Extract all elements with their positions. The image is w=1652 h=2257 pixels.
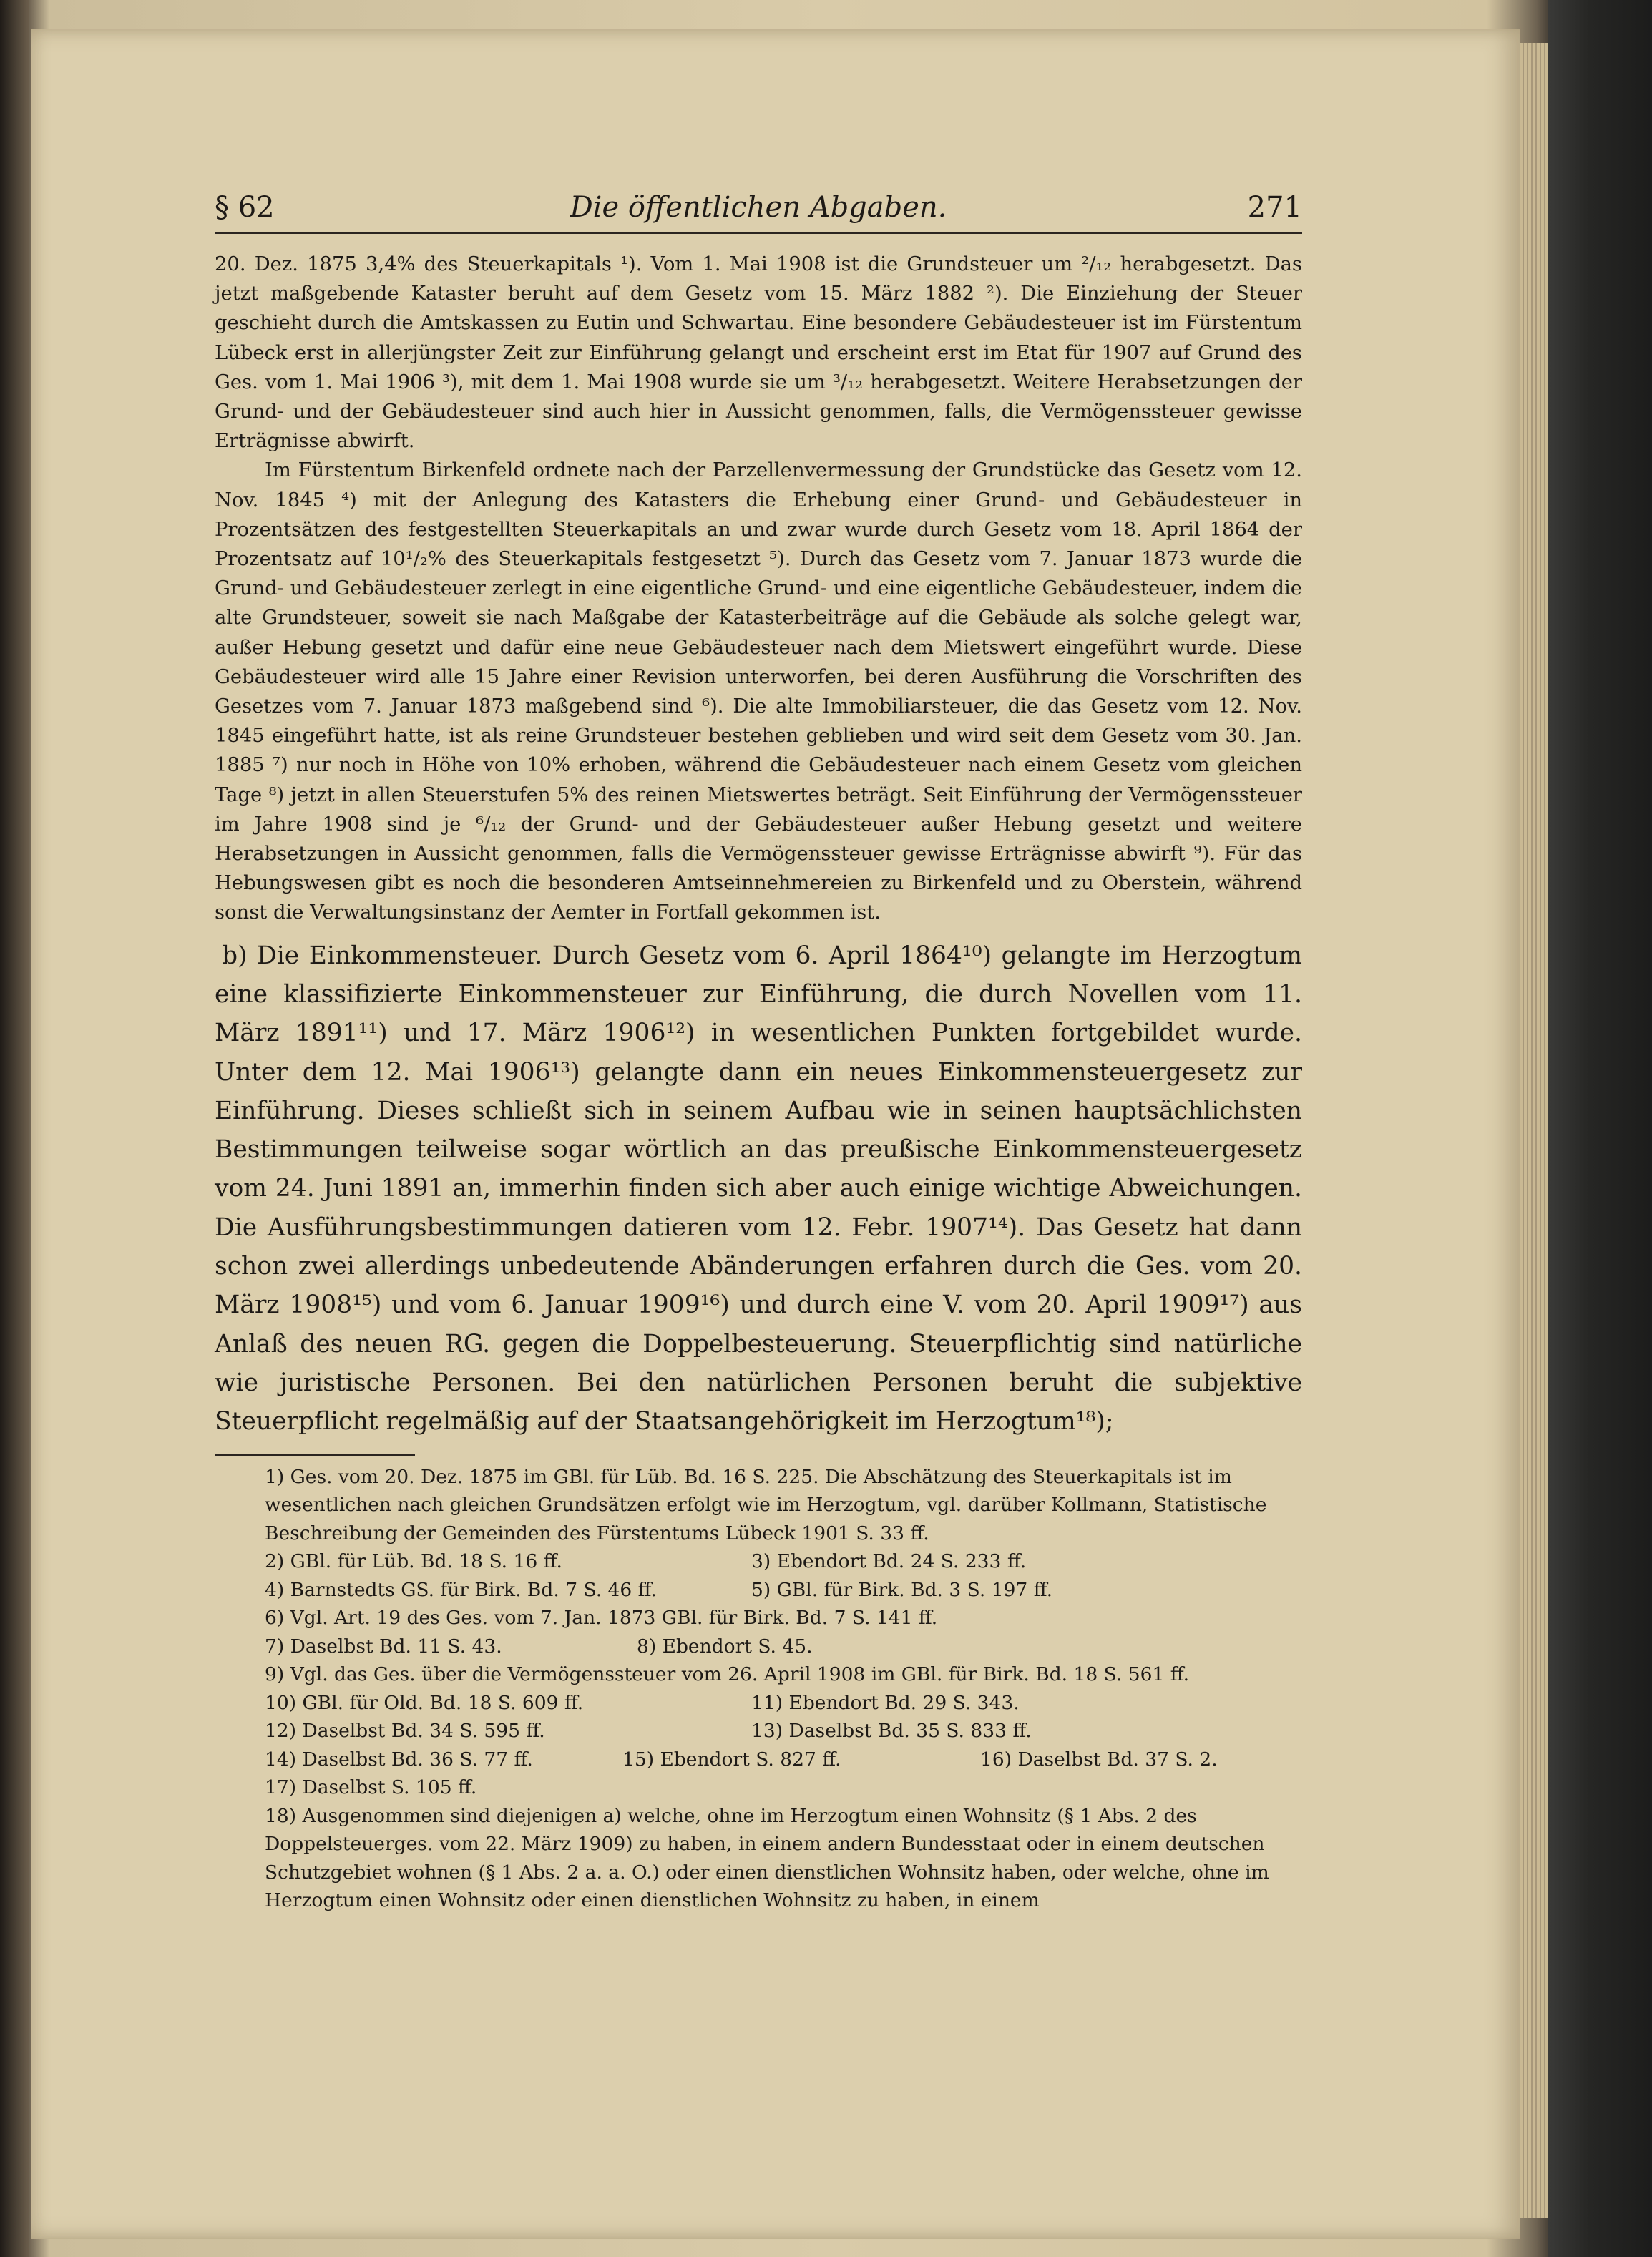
page-content	[215, 182, 1302, 1915]
paragraph-luebeck: 20. Dez. 1875 3,4% des Steuerkapitals ¹). Vom 1. Mai 1908 ist die Grundsteuer um ²/₁₂ herabgesetzt. Das jetzt maßgebende Kataster beruht auf dem Gesetz vom 15. März 1882 ²). Die Einziehung der Steuer geschieht durch die Amtskassen zu Eutin und Schwartau. Eine besondere Gebäudesteuer ist im Fürstentum Lübeck erst in allerjüngster Zeit zur Einführung gelangt und erscheint erst im Etat für 1907 auf Grund des Ges. vom 1. Mai 1906 ³), mit dem 1. Mai 1908 wurde sie um ³/₁₂ herabgesetzt. Weitere Herabsetzungen der Grund- und der Gebäudesteuer sind auch hier in Aussicht genommen, falls, die Vermögenssteuer gewisse Erträgnisse abwirft.	[215, 253, 1302, 453]
paragraph-birkenfeld: Im Fürstentum Birkenfeld ordnete nach der Parzellenvermessung der Grundstücke das Gesetz vom 12. Nov. 1845 ⁴) mit der Anlegung des Katasters die Erhebung einer Grund- und Gebäudesteuer in Prozentsätzen des festgestellten Steuerkapitals an und zwar wurde durch Gesetz vom 18. April 1864 der Prozentsatz auf 10¹/₂% des Steuerkapitals festgesetzt ⁵). Durch das Gesetz vom 7. Januar 1873 wurde die Grund- und Gebäudesteuer zerlegt in eine eigentliche Grund- und eine eigentliche Gebäudesteuer, indem die alte Grundsteuer, soweit sie nach Maßgabe der Katasterbeiträge auf die Gebäude als solche gelegt war, außer Hebung gesetzt und dafür eine neue Gebäudesteuer nach dem Mietswert eingeführt wurde. Diese Gebäudesteuer wird alle 15 Jahre einer Revision unterworfen, bei deren Ausführung die Vorschriften des Gesetzes vom 7. Januar 1873 maßgebend sind ⁶). Die alte Immobiliarsteuer, die das Gesetz vom 12. Nov. 1845 eingeführt hatte, ist als reine Grundsteuer bestehen geblieben und wird seit dem Gesetz vom 30. Jan. 1885 ⁷) nur noch in Höhe von 10% erhoben, während die Gebäudesteuer nach einem Gesetz vom gleichen Tage ⁸) jetzt in allen Steuerstufen 5% des reinen Mietswertes beträgt. Seit Einführung der Vermögenssteuer im Jahre 1908 sind je ⁶/₁₂ der Grund- und der Gebäudesteuer außer Hebung gesetzt und weitere Herabsetzungen in Aussicht genommen, falls die Vermögenssteuer gewisse Erträgnisse abwirft ⁹). Für das Hebungswesen gibt es noch die besonderen Amtseinnehmereien zu Birkenfeld und zu Oberstein, während sonst die Verwaltungsinstanz der Aemter in Fortfall gekommen ist.	[215, 459, 1302, 924]
footnote-14: 14) Daselbst Bd. 36 S. 77 ff.	[265, 1748, 533, 1771]
footnote-7: 7) Daselbst Bd. 11 S. 43.	[265, 1635, 502, 1658]
footnote-13: 13) Daselbst Bd. 35 S. 833 ff.	[751, 1720, 1032, 1743]
running-title: Die öffentlichen Abgaben.	[570, 191, 947, 224]
running-header	[215, 182, 1302, 234]
book-cover	[1548, 0, 1652, 2257]
body-text-small	[215, 250, 1302, 928]
body-text-large	[215, 936, 1302, 1441]
book-gutter	[0, 0, 29, 2257]
footnote-row	[215, 1717, 1302, 1746]
footnote-2: 2) GBl. für Lüb. Bd. 18 S. 16 ff.	[265, 1550, 562, 1573]
footnote-3: 3) Ebendort Bd. 24 S. 233 ff.	[751, 1550, 1027, 1573]
footnote-10: 10) GBl. für Old. Bd. 18 S. 609 ff.	[265, 1691, 584, 1714]
paragraph-einkommensteuer: b) Die Einkommensteuer. Durch Gesetz vom 6. April 1864¹⁰) gelangte im Herzogtum eine klassifizierte Einkommensteuer zur Einführung, die durch Novellen vom 11. März 1891¹¹) und 17. März 1906¹²) in wesentlichen Punkten fortgebildet wurde. Unter dem 12. Mai 1906¹³) gelangte dann ein neues Einkommensteuergesetz zur Einführung. Dieses schließt sich in seinem Aufbau wie in seinen hauptsächlichsten Bestimmungen teilweise sogar wörtlich an das preußische Einkommensteuergesetz vom 24. Juni 1891 an, immerhin finden sich aber auch einige wichtige Abweichungen. Die Ausführungsbestimmungen datieren vom 12. Febr. 1907¹⁴). Das Gesetz hat dann schon zwei allerdings unbedeutende Abänderungen erfahren durch die Ges. vom 20. März 1908¹⁵) und vom 6. Januar 1909¹⁶) und durch eine V. vom 20. April 1909¹⁷) aus Anlaß des neuen RG. gegen die Doppelbesteuerung. Steuerpflichtig sind natürliche wie juristische Personen. Bei den natürlichen Personen beruht die subjektive Steuerpflicht regelmäßig auf der Staatsangehörigkeit im Herzogtum¹⁸);	[215, 941, 1302, 1436]
footnote-row	[215, 1689, 1302, 1718]
footnote-9: 9) Vgl. das Ges. über die Vermögenssteuer vom 26. April 1908 im GBl. für Birk. Bd. 18 S. 561 ff.	[265, 1663, 1190, 1686]
footnote-12: 12) Daselbst Bd. 34 S. 595 ff.	[265, 1720, 545, 1743]
page-number: 271	[1247, 191, 1302, 224]
footnote-17: 17) Daselbst S. 105 ff.	[265, 1776, 477, 1799]
footnote-8: 8) Ebendort S. 45.	[637, 1635, 813, 1658]
footnote-row	[215, 1632, 1302, 1661]
footnote-16: 16) Daselbst Bd. 37 S. 2.	[980, 1748, 1218, 1771]
footnote-1: 1) Ges. vom 20. Dez. 1875 im GBl. für Lüb. Bd. 16 S. 225. Die Abschätzung des Steuerkapitals ist im wesentlichen nach gleichen Grundsätzen erfolgt wie im Herzogtum, vgl. darüber Kollmann, Statistische Beschreibung der Gemeinden des Fürstentums Lübeck 1901 S. 33 ff.	[265, 1465, 1267, 1544]
footnote-11: 11) Ebendort Bd. 29 S. 343.	[751, 1691, 1020, 1714]
footnote-row	[215, 1746, 1302, 1774]
footnote-rule	[215, 1454, 415, 1456]
page-edges	[1520, 43, 1548, 2218]
footnote-row	[215, 1576, 1302, 1605]
footnote-18: 18) Ausgenommen sind diejenigen a) welche, ohne im Herzogtum einen Wohnsitz (§ 1 Abs. 2 des Doppelsteuerges. vom 22. März 1909) zu haben, in einem andern Bundesstaat oder in einem deutschen Schutzgebiet wohnen (§ 1 Abs. 2 a. a. O.) oder einen dienstlichen Wohnsitz haben, oder welche, ohne im Herzogtum einen Wohnsitz oder einen dienstlichen Wohnsitz zu haben, in einem	[265, 1804, 1269, 1912]
footnote-4: 4) Barnstedts GS. für Birk. Bd. 7 S. 46 ff.	[265, 1578, 657, 1601]
footnote-5: 5) GBl. für Birk. Bd. 3 S. 197 ff.	[751, 1578, 1053, 1601]
footnote-row	[215, 1547, 1302, 1576]
footnote-15: 15) Ebendort S. 827 ff.	[622, 1748, 841, 1771]
footnote-6: 6) Vgl. Art. 19 des Ges. vom 7. Jan. 1873 GBl. für Birk. Bd. 7 S. 141 ff.	[265, 1607, 938, 1630]
section-number: § 62	[215, 191, 275, 224]
footnotes	[215, 1463, 1302, 1915]
